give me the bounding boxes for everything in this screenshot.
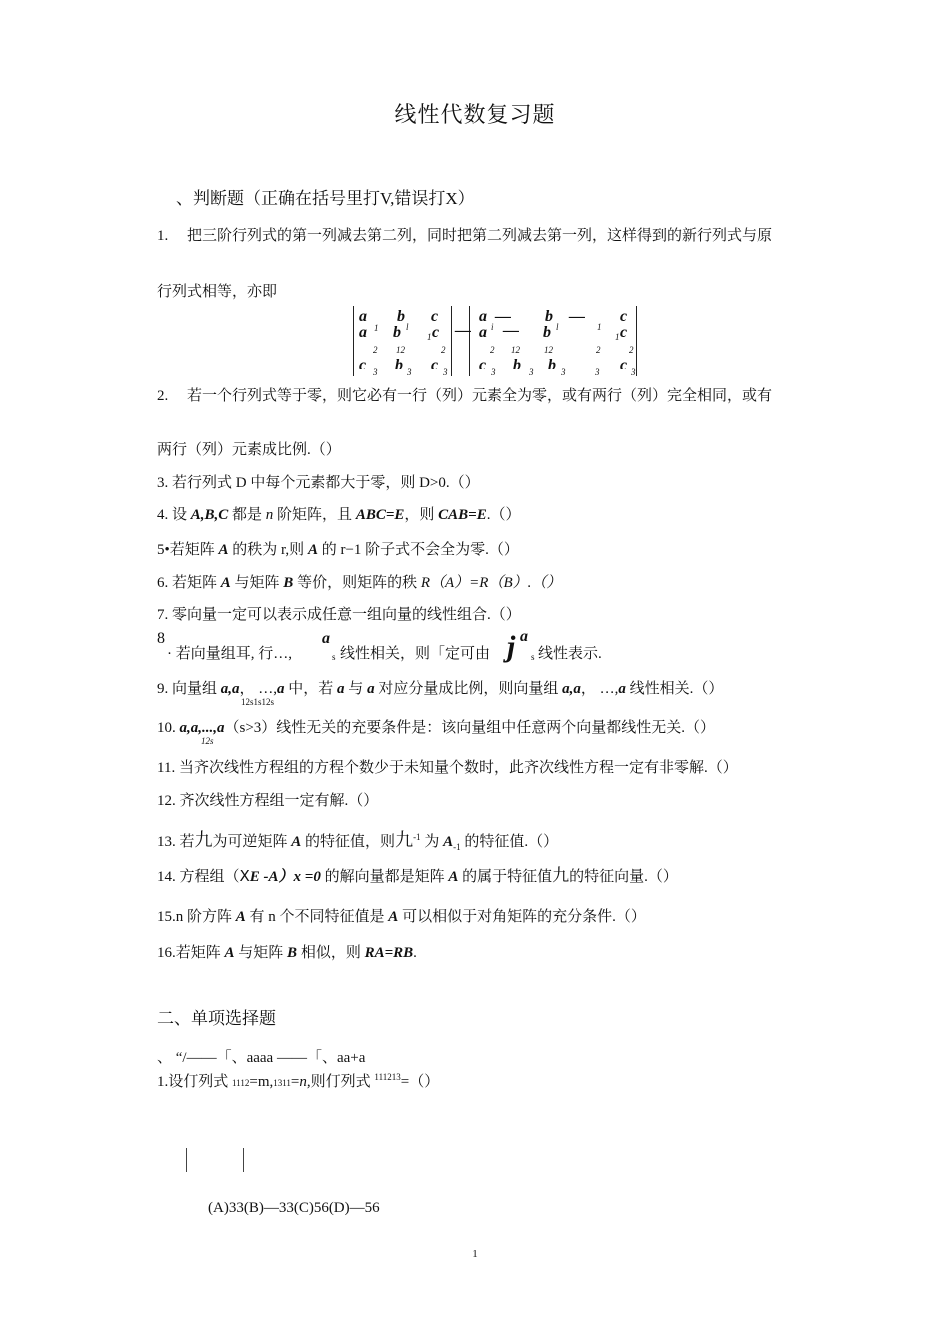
q14-lambda-glyph: 九 (552, 866, 570, 886)
q13-part: 13. 若 (157, 834, 195, 850)
page-title: 线性代数复习题 (394, 102, 556, 127)
matrix-subscript: l (556, 322, 559, 332)
q5-part: 的秩为 r,则 (228, 542, 308, 558)
question-3-text: 3. 若行列式 D 中每个元素都大于零，则 D>0.（） (157, 475, 480, 491)
q10-part: （s>3）线性无关的充要条件是：该向量组中任意两个向量都线性无关.（） (224, 720, 716, 736)
q14-part: 的属于特征值 (458, 869, 553, 885)
question-1-text: 1. 把三阶行列式的第一列减去第二列，同时把第二列减去第一列，这样得到的新行列式与原 (157, 228, 773, 244)
matrix-entry: — (495, 308, 511, 325)
q4-part: 都是 (228, 507, 266, 523)
matrix-subscript: 3 (595, 367, 600, 377)
section-heading-true-false: 、判断题（正确在括号里打V,错误打X） (176, 189, 475, 208)
q15-matrix: A (388, 909, 399, 925)
question-9-text (157, 677, 723, 698)
q13-part: 的特征值，则 (301, 834, 396, 850)
q9-vectors: a,a (220, 681, 240, 697)
matrix-entry: b (543, 324, 551, 341)
q16-part: . (413, 945, 417, 961)
matrix-subscript: 3 (631, 367, 636, 377)
question-14-text (157, 861, 678, 886)
q8-subscript: s (531, 652, 535, 662)
question-7-text: 7. 零向量一定可以表示成任意一组向量的线性组合.（） (157, 607, 521, 623)
q13-part: 为可逆矩阵 (212, 834, 292, 850)
mc1-subscript: 1311 (273, 1078, 291, 1088)
mc1-variable: n (299, 1074, 307, 1090)
question-10-subscripts: 12s (201, 736, 214, 746)
q8-vector-symbol: a (322, 630, 330, 647)
q5-part: 的 r−1 阶子式不会全为零.（） (317, 542, 519, 558)
matrix-entry: b (548, 357, 556, 369)
q15-part: 15.n 阶方阵 (157, 909, 236, 925)
q9-part: 9. 向量组 (157, 681, 221, 697)
q16-part: 相似，则 (297, 945, 365, 961)
mc1-part: ,则仃列式 (306, 1074, 375, 1090)
q13-superscript: -1 (413, 832, 421, 842)
q9-part: ， …, (580, 681, 619, 697)
matrix-subscript: 2 (490, 345, 495, 355)
determinant-equation (345, 306, 645, 376)
matrix-subscript: 2 (373, 345, 378, 355)
page-number: 1 (472, 1248, 478, 1260)
q9-part: 中，若 (284, 681, 338, 697)
question-2-text-continued: 两行（列）元素成比例.（） (157, 442, 341, 458)
q4-part: ，则 (404, 507, 439, 523)
q15-part: 有 n 个不同特征值是 (245, 909, 389, 925)
q13-part: 的特征值.（） (460, 834, 559, 850)
matrix-subscript: 3 (491, 367, 496, 377)
question-15-text (157, 905, 646, 926)
q5-matrix: A (307, 542, 318, 558)
q9-vectors: a,a (562, 681, 581, 697)
q4-part: 4. 设 (157, 507, 191, 523)
q10-part: 10. (157, 720, 180, 736)
determinant-bar-left (186, 1148, 187, 1172)
matrix-subscript: 1 (427, 332, 432, 342)
matrix-subscript: 12 (544, 345, 553, 355)
matrix-subscript: i (491, 322, 494, 332)
q4-order: n (265, 507, 274, 523)
q4-condition: ABC=E (355, 507, 405, 523)
q15-matrix: A (235, 909, 246, 925)
matrix-entry: c (432, 324, 440, 341)
q14-part: 的特征向量.（） (569, 869, 678, 885)
matrix-entry: c (431, 308, 439, 325)
mc1-part: =（） (400, 1074, 440, 1090)
q16-matrix: B (287, 945, 298, 961)
mc1-part: 1.设仃列式 (157, 1074, 233, 1090)
question-16-text (157, 941, 417, 962)
matrix-entry: c (620, 357, 628, 369)
determinant-bar (353, 306, 354, 376)
q8-part: 线性相关，则「定可由 (340, 646, 491, 662)
q6-part: 等价，则矩阵的秩 (293, 575, 421, 591)
mc1-subscript: 1112 (232, 1078, 250, 1088)
q8-subscript: s (332, 652, 336, 662)
q9-part: 线性相关.（） (625, 681, 724, 697)
question-1-text-continued: 行列式相等，亦即 (157, 284, 278, 300)
matrix-subscript: 3 (373, 367, 378, 377)
matrix-entry: a (479, 324, 487, 341)
question-11-text: 11. 当齐次线性方程组的方程个数少于未知量个数时，此齐次线性方程一定有非零解.（） (157, 760, 738, 776)
q4-part: 阶矩阵，且 (273, 507, 356, 523)
matrix-subscript: 3 (561, 367, 566, 377)
q6-matrix: B (283, 575, 294, 591)
multiple-choice-1-text (157, 1070, 439, 1091)
matrix-subscript: 12 (511, 345, 520, 355)
matrix-entry: b (397, 308, 405, 325)
q9-vectors: a (367, 681, 375, 697)
q9-part: ， …, (239, 681, 278, 697)
determinant-bar (636, 306, 637, 376)
q13-subscript: -1 (453, 842, 461, 852)
q10-vectors: a,a,...,a (179, 720, 225, 736)
matrix-entry: — (569, 308, 585, 325)
q14-matrix: A (448, 869, 459, 885)
mc1-part: = (290, 1074, 300, 1090)
matrix-entry: — (503, 322, 519, 339)
matrix-entry: — (455, 322, 471, 339)
matrix-entry: b (393, 324, 401, 341)
matrix-subscript: 1 (615, 332, 620, 342)
matrix-subscript: 2 (441, 345, 446, 355)
q16-rank-equation: RA=RB (364, 945, 414, 961)
q13-part: 为 (420, 834, 444, 850)
q6-part: 与矩阵 (230, 575, 284, 591)
q13-lambda-glyph: 九 (395, 830, 414, 851)
matrix-subscript: 3 (529, 367, 534, 377)
q9-vectors: a (337, 681, 345, 697)
question-6-text (157, 571, 561, 592)
matrix-entry: a (479, 308, 487, 325)
q9-part: 对应分量成比例，则向量组 (374, 681, 563, 697)
question-10-text (157, 716, 715, 737)
q8-part: 线性表示. (538, 646, 602, 662)
determinant-bar-right (243, 1148, 244, 1172)
q16-part: 16.若矩阵 (157, 945, 225, 961)
matrix-entry: b (513, 357, 521, 369)
q4-part: .（） (486, 507, 521, 523)
multiple-choice-formula-fragment: 、 “/——「、aaaa ——「、aa+a (157, 1050, 366, 1066)
matrix-entry: b (545, 308, 553, 325)
q14-part: 14. 方程组（ (157, 869, 240, 885)
q6-matrix: A (220, 575, 231, 591)
q5-part: 5•若矩阵 (157, 542, 219, 558)
q16-part: 与矩阵 (234, 945, 288, 961)
q9-vectors: a (618, 681, 626, 697)
q14-part: 的解向量都是矩阵 (320, 869, 449, 885)
matrix-entry: b (395, 357, 403, 369)
matrix-entry: a (359, 324, 367, 341)
section-heading-multiple-choice: 二、单项选择题 (157, 1009, 276, 1028)
q8-large-symbol: j (507, 630, 516, 663)
matrix-subscript: 12 (396, 345, 405, 355)
q6-rank-equation: R（A）=R（B）.（） (420, 575, 562, 591)
q15-part: 可以相似于对角矩阵的充分条件.（） (398, 909, 646, 925)
matrix-entry: c (620, 308, 628, 325)
q16-matrix: A (224, 945, 235, 961)
matrix-subscript: 3 (407, 367, 412, 377)
question-12-text: 12. 齐次线性方程组一定有解.（） (157, 793, 379, 809)
question-5-text (157, 538, 519, 559)
matrix-subscript: 2 (596, 345, 601, 355)
q4-matrices: A,B,C (190, 507, 229, 523)
question-2-text: 2. 若一个行列式等于零，则它必有一行（列）元素全为零，或有两行（列）完全相同，或有 (157, 388, 773, 404)
q4-conclusion: CAB=E (438, 507, 487, 523)
question-9-subscripts: 12s1s12s (241, 697, 275, 707)
matrix-entry: c (479, 357, 487, 369)
q13-matrix: A (291, 834, 302, 850)
matrix-subscript: 2 (629, 345, 634, 355)
matrix-entry: a (359, 308, 367, 325)
determinant-bar (451, 306, 452, 376)
matrix-subscript: l (406, 322, 409, 332)
mc1-part: =m, (249, 1074, 274, 1090)
q8-part: · 若向量组耳, 行…, (167, 646, 292, 662)
matrix-subscript: 3 (443, 367, 448, 377)
q8-vector-symbol: a (520, 628, 528, 645)
q13-lambda-glyph: 九 (194, 830, 213, 851)
q6-part: 6. 若矩阵 (157, 575, 221, 591)
q9-vectors: a (277, 681, 285, 697)
matrix-entry: c (620, 324, 628, 341)
q8-number: 8 (157, 630, 165, 647)
matrix-subscript: 1 (374, 323, 379, 333)
question-13-text (157, 826, 558, 852)
question-4-text (157, 503, 521, 524)
determinant-bar (469, 306, 470, 376)
q14-equation: E -A）x =0 (249, 869, 321, 885)
multiple-choice-1-options: (A)33(B)—33(C)56(D)—56 (208, 1200, 380, 1216)
q5-matrix: A (218, 542, 229, 558)
matrix-entry: c (431, 357, 439, 369)
q9-part: 与 (344, 681, 368, 697)
q14-lambda-glyph: X (239, 867, 250, 885)
q13-matrix: A (443, 834, 454, 850)
matrix-entry: c (359, 357, 367, 369)
matrix-subscript: 1 (597, 322, 602, 332)
mc1-superscript: 111213 (374, 1072, 401, 1082)
